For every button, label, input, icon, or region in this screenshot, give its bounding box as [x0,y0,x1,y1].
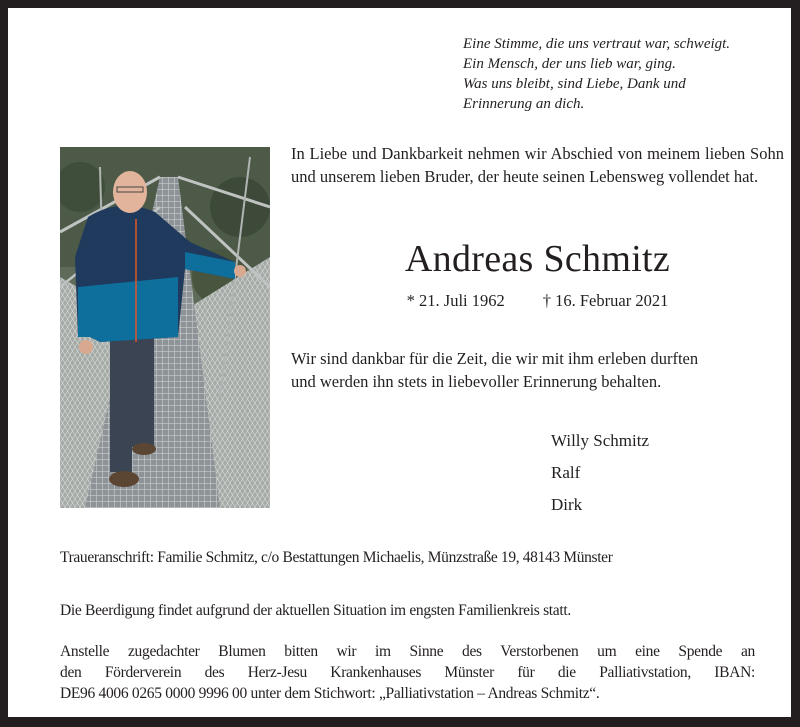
portrait-photo [60,147,270,508]
mourners-list [551,425,649,521]
mourner-name: Ralf [551,463,581,482]
motto-line: Erinnerung an dich. [463,96,585,112]
motto-line: Ein Mensch, der uns lieb war, ging. [463,56,676,72]
deceased-name: Andreas Schmitz [404,238,671,280]
obituary-page [8,8,791,717]
donation-line: Anstelle zugedachter Blumen bitten wir im Sinne des Verstorbenen um eine Spende an [60,643,755,660]
thanks-text [291,347,784,393]
motto-line: Eine Stimme, die uns vertraut war, schweigt. [463,36,731,52]
thanks-line: und werden ihn stets in liebevoller Erinnerung behalten. [291,372,662,391]
portrait-photo-illustration [60,147,270,508]
donation-line: DE96 4006 0265 0000 9996 00 unter dem Stichwort: „Palliativstation – Andreas Schmitz“. [60,685,600,702]
donation-request [60,641,755,704]
motto-verse [463,34,730,114]
birth-date: * 21. Juli 1962 [406,291,505,310]
mourner-name: Dirk [551,495,583,514]
intro-text: In Liebe und Dankbarkeit nehmen wir Abschied von meinem lieben Sohn und unserem lieben Bruder, der heute seinen Lebensweg vollendet hat. [291,144,784,186]
thanks-line: Wir sind dankbar für die Zeit, die wir mit ihm erleben durften [291,349,699,368]
death-date: † 16. Februar 2021 [542,291,669,310]
mourner-name: Willy Schmitz [551,431,649,450]
funeral-note: Die Beerdigung findet aufgrund der aktuellen Situation im engsten Familienkreis statt. [60,602,571,619]
motto-line: Was uns bleibt, sind Liebe, Dank und [463,76,686,92]
mourning-address: Traueranschrift: Familie Schmitz, c/o Bestattungen Michaelis, Münzstraße 19, 48143 Münster [60,549,613,566]
life-dates [291,290,784,312]
donation-line: den Förderverein des Herz-Jesu Krankenhauses Münster für die Palliativstation, IBAN: [60,664,755,681]
